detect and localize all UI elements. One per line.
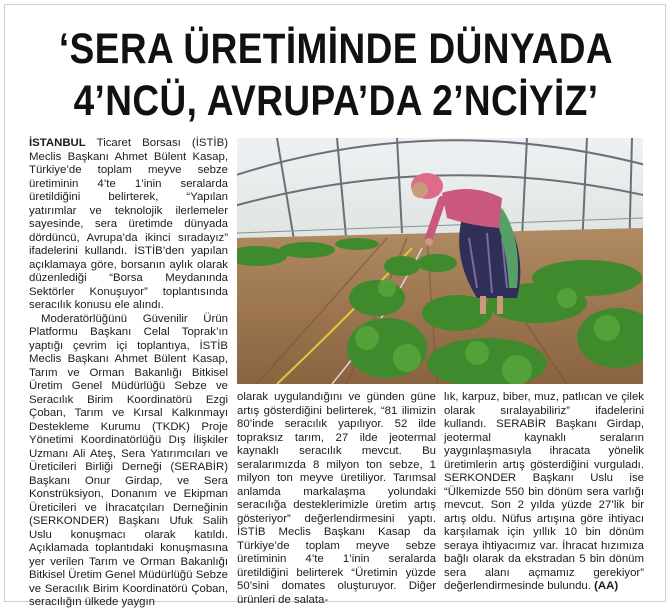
- source-credit: (AA): [594, 580, 619, 592]
- dateline: İSTANBUL: [29, 137, 86, 149]
- article-column-3: [444, 391, 644, 594]
- paragraph-3: olarak uygulandığını ve günden güne artış gösterdiğini belirterek, “81 ilimizin 80’inde seracılık yapılıyor. 52 ilde topraksız tarım, 27 ilde jeotermal kaynaklı seracılık mevcut. Bu seralarımızda 8 milyon ton sebze, 1 milyon ton meyve üretiliyor. Tarımsal anlamda markalaşma yolundaki seracılığa desteklerimizle üretim artış gösteriyor” değerlendirmesini yaptı. İSTİB Meclis Başkanı Kasap da Türkiye’de toplam meyve sebze üretiminin 4’te 1’inin seralarda üretildiğini belirterek “Üretimin yüzde 50’sini domates oluşturuyor. Diğer ürünleri de salata-: [237, 391, 436, 606]
- article-column-1: [29, 137, 228, 610]
- headline-line-1: ‘SERA ÜRETİMİNDE DÜNYADA: [58, 25, 614, 73]
- article-column-2: [237, 391, 436, 607]
- greenhouse-photo-icon: [237, 138, 643, 384]
- paragraph-1: Ticaret Borsası (İSTİB) Meclis Başkanı Ahmet Bülent Kasap, Türkiye’de toplam meyve sebze üretiminin 4’te 1’inin seralarda üretildiğini belirterek, “Yapılan yatırımlar ve teknolojik ilerlemeler sayesinde, sera üretimde dünyada dördüncü, Avrupa’da ikinci sıradayız” ifadelerini kullandı. İSTİB’den yapılan açıklamaya göre, borsanın aylık olarak düzenlediği “Borsa Meydanında Sektörler Konuşuyor” toplantısında seracılık konusu ele alındı.: [29, 137, 228, 311]
- greenhouse-photo: [237, 138, 643, 384]
- paragraph-2: Moderatörlüğünü Güvenilir Ürün Platformu Başkanı Celal Toprak’ın yaptığı çevrim içi toplantıya, İSTİB Meclis Başkanı Ahmet Bülent Kasap, Tarım ve Orman Bakanlığı Bitkisel Üretim Genel Müdürlüğü Sebze ve Seracılık Birim Koordinatörü Ezgi Çoban, Tarım ve Kırsal Kalkınmayı Destekleme Kurumu (TKDK) Proje Yönetimi Koordinatörlüğü Dış İlişkiler Uzmanı Ali Ateş, Sera Yatırımcıları ve Üreticileri Birliği Derneği (SERABİR) Başkanı Onur Girdap, ve Sera Konstrüksiyon, Donanım ve Ekipman Üreticileri ve İhracatçıları Derneğinin (SERKONDER) Başkanı Ufuk Salih Uslu konuşmacı olarak katıldı. Açıklamada toplantıdaki konuşmasına yer verilen Tarım ve Orman Bakanlığı Bitkisel Üretim Genel Müdürlüğü Sebze ve Seracılık Birim Koordinatörü Çoban, seracılığın ülkede yaygın: [29, 312, 228, 608]
- headline-line-2: 4’NCÜ, AVRUPA’DA 2’NCİYİZ’: [73, 77, 599, 125]
- paragraph-4: lık, karpuz, biber, muz, patlıcan ve çilek olarak sıralayabiliriz” ifadelerini kullandı. SERABİR Başkanı Girdap, jeotermal kaynaklı seraların yaygınlaşmasıyla ihracata yönelik üretimlerin artış gösterdiğini vurguladı. SERKONDER Başkanı Uslu ise “Ülkemizde 550 bin dönüm sera varlığı mevcut. Son 2 yılda yüzde 27’lik bir artış oldu. Nüfus artışına göre ihtiyacı karşılamak için yıllık 10 bin dönüm seraya ihtiyacımız var. İhracat hızımıza bağlı olarak da ekstradan 5 bin dönüm sera alanı açmamız gerekiyor” değerlendirmesinde bulundu.: [444, 391, 644, 592]
